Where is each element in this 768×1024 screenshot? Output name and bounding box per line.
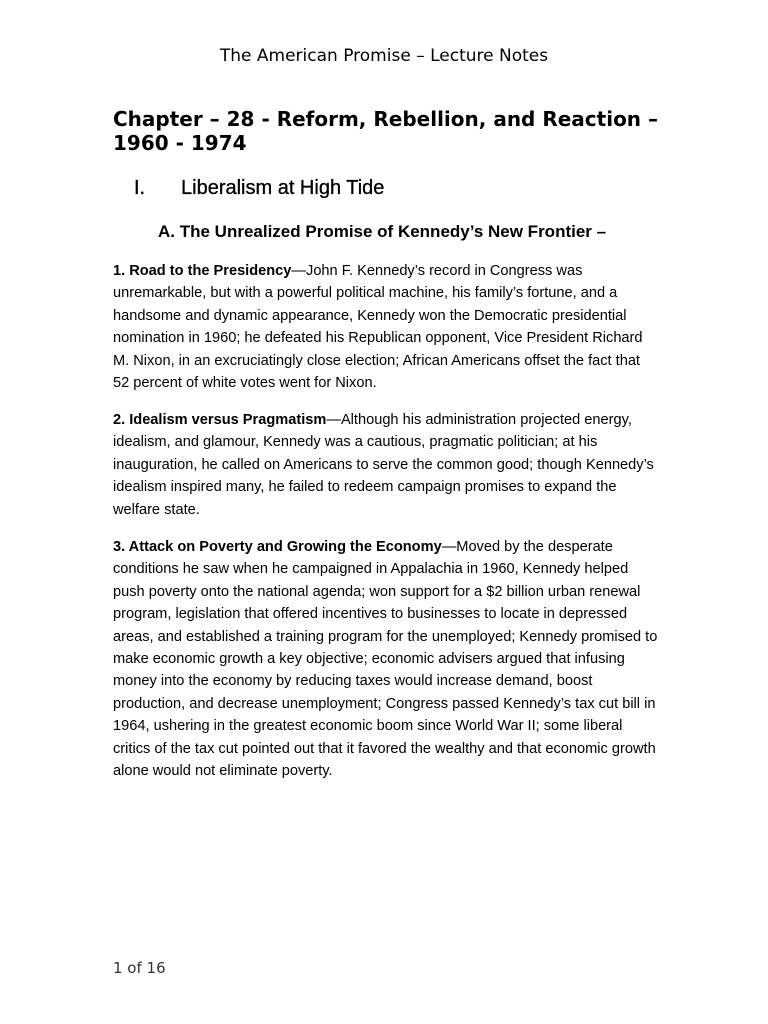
paragraph-title: 3. Attack on Poverty and Growing the Economy bbox=[113, 539, 442, 555]
page-number: 1 of 16 bbox=[113, 959, 166, 977]
paragraph-body: —Moved by the desperate conditions he saw when he campaigned in Appalachia in 1960, Kennedy helped push poverty onto the national agenda; won support for a $2 billion urban renewal program, legislation that offered incentives to businesses to locate in depressed areas, and established a training program for the unemployed; Kennedy promised to make economic growth a key objective; economic advisers argued that infusing money into the economy by reducing taxes would increase demand, boost production, and decrease unemployment; Congress passed Kennedy’s tax cut bill in 1964, ushering in the greatest economic boom since World War II; some liberal critics of the tax cut pointed out that it favored the wealthy and that economic growth alone would not eliminate poverty. bbox=[113, 539, 658, 780]
paragraph-road-to-presidency bbox=[113, 260, 658, 394]
paragraph-body: —Although his administration projected energy, idealism, and glamour, Kennedy was a cautious, pragmatic politician; at his inauguration, he called on Americans to serve the common good; though Kennedy’s idealism inspired many, he failed to redeem campaign promises to expand the welfare state. bbox=[113, 412, 654, 518]
document-header: The American Promise – Lecture Notes bbox=[219, 46, 549, 66]
subsection-heading: A. The Unrealized Promise of Kennedy’s New Frontier – bbox=[158, 222, 607, 241]
paragraph-idealism-versus-pragmatism bbox=[113, 409, 658, 521]
paragraph-attack-on-poverty bbox=[113, 536, 658, 782]
paragraph-title: 1. Road to the Presidency bbox=[113, 263, 292, 279]
section-title: Liberalism at High Tide bbox=[181, 177, 385, 199]
chapter-title: Chapter – 28 - Reform, Rebellion, and Reaction – 1960 - 1974 bbox=[113, 107, 659, 155]
section-heading bbox=[134, 176, 654, 200]
paragraph-body: —John F. Kennedy’s record in Congress was unremarkable, but with a powerful political machine, his family’s fortune, and a handsome and dynamic appearance, Kennedy won the Democratic presidential nomination in 1960; he defeated his Republican opponent, Vice President Richard M. Nixon, in an excruciatingly close election; African Americans offset the fact that 52 percent of white votes went for Nixon. bbox=[113, 263, 643, 392]
section-numeral: I. bbox=[134, 177, 146, 199]
paragraph-title: 2. Idealism versus Pragmatism bbox=[113, 412, 327, 428]
